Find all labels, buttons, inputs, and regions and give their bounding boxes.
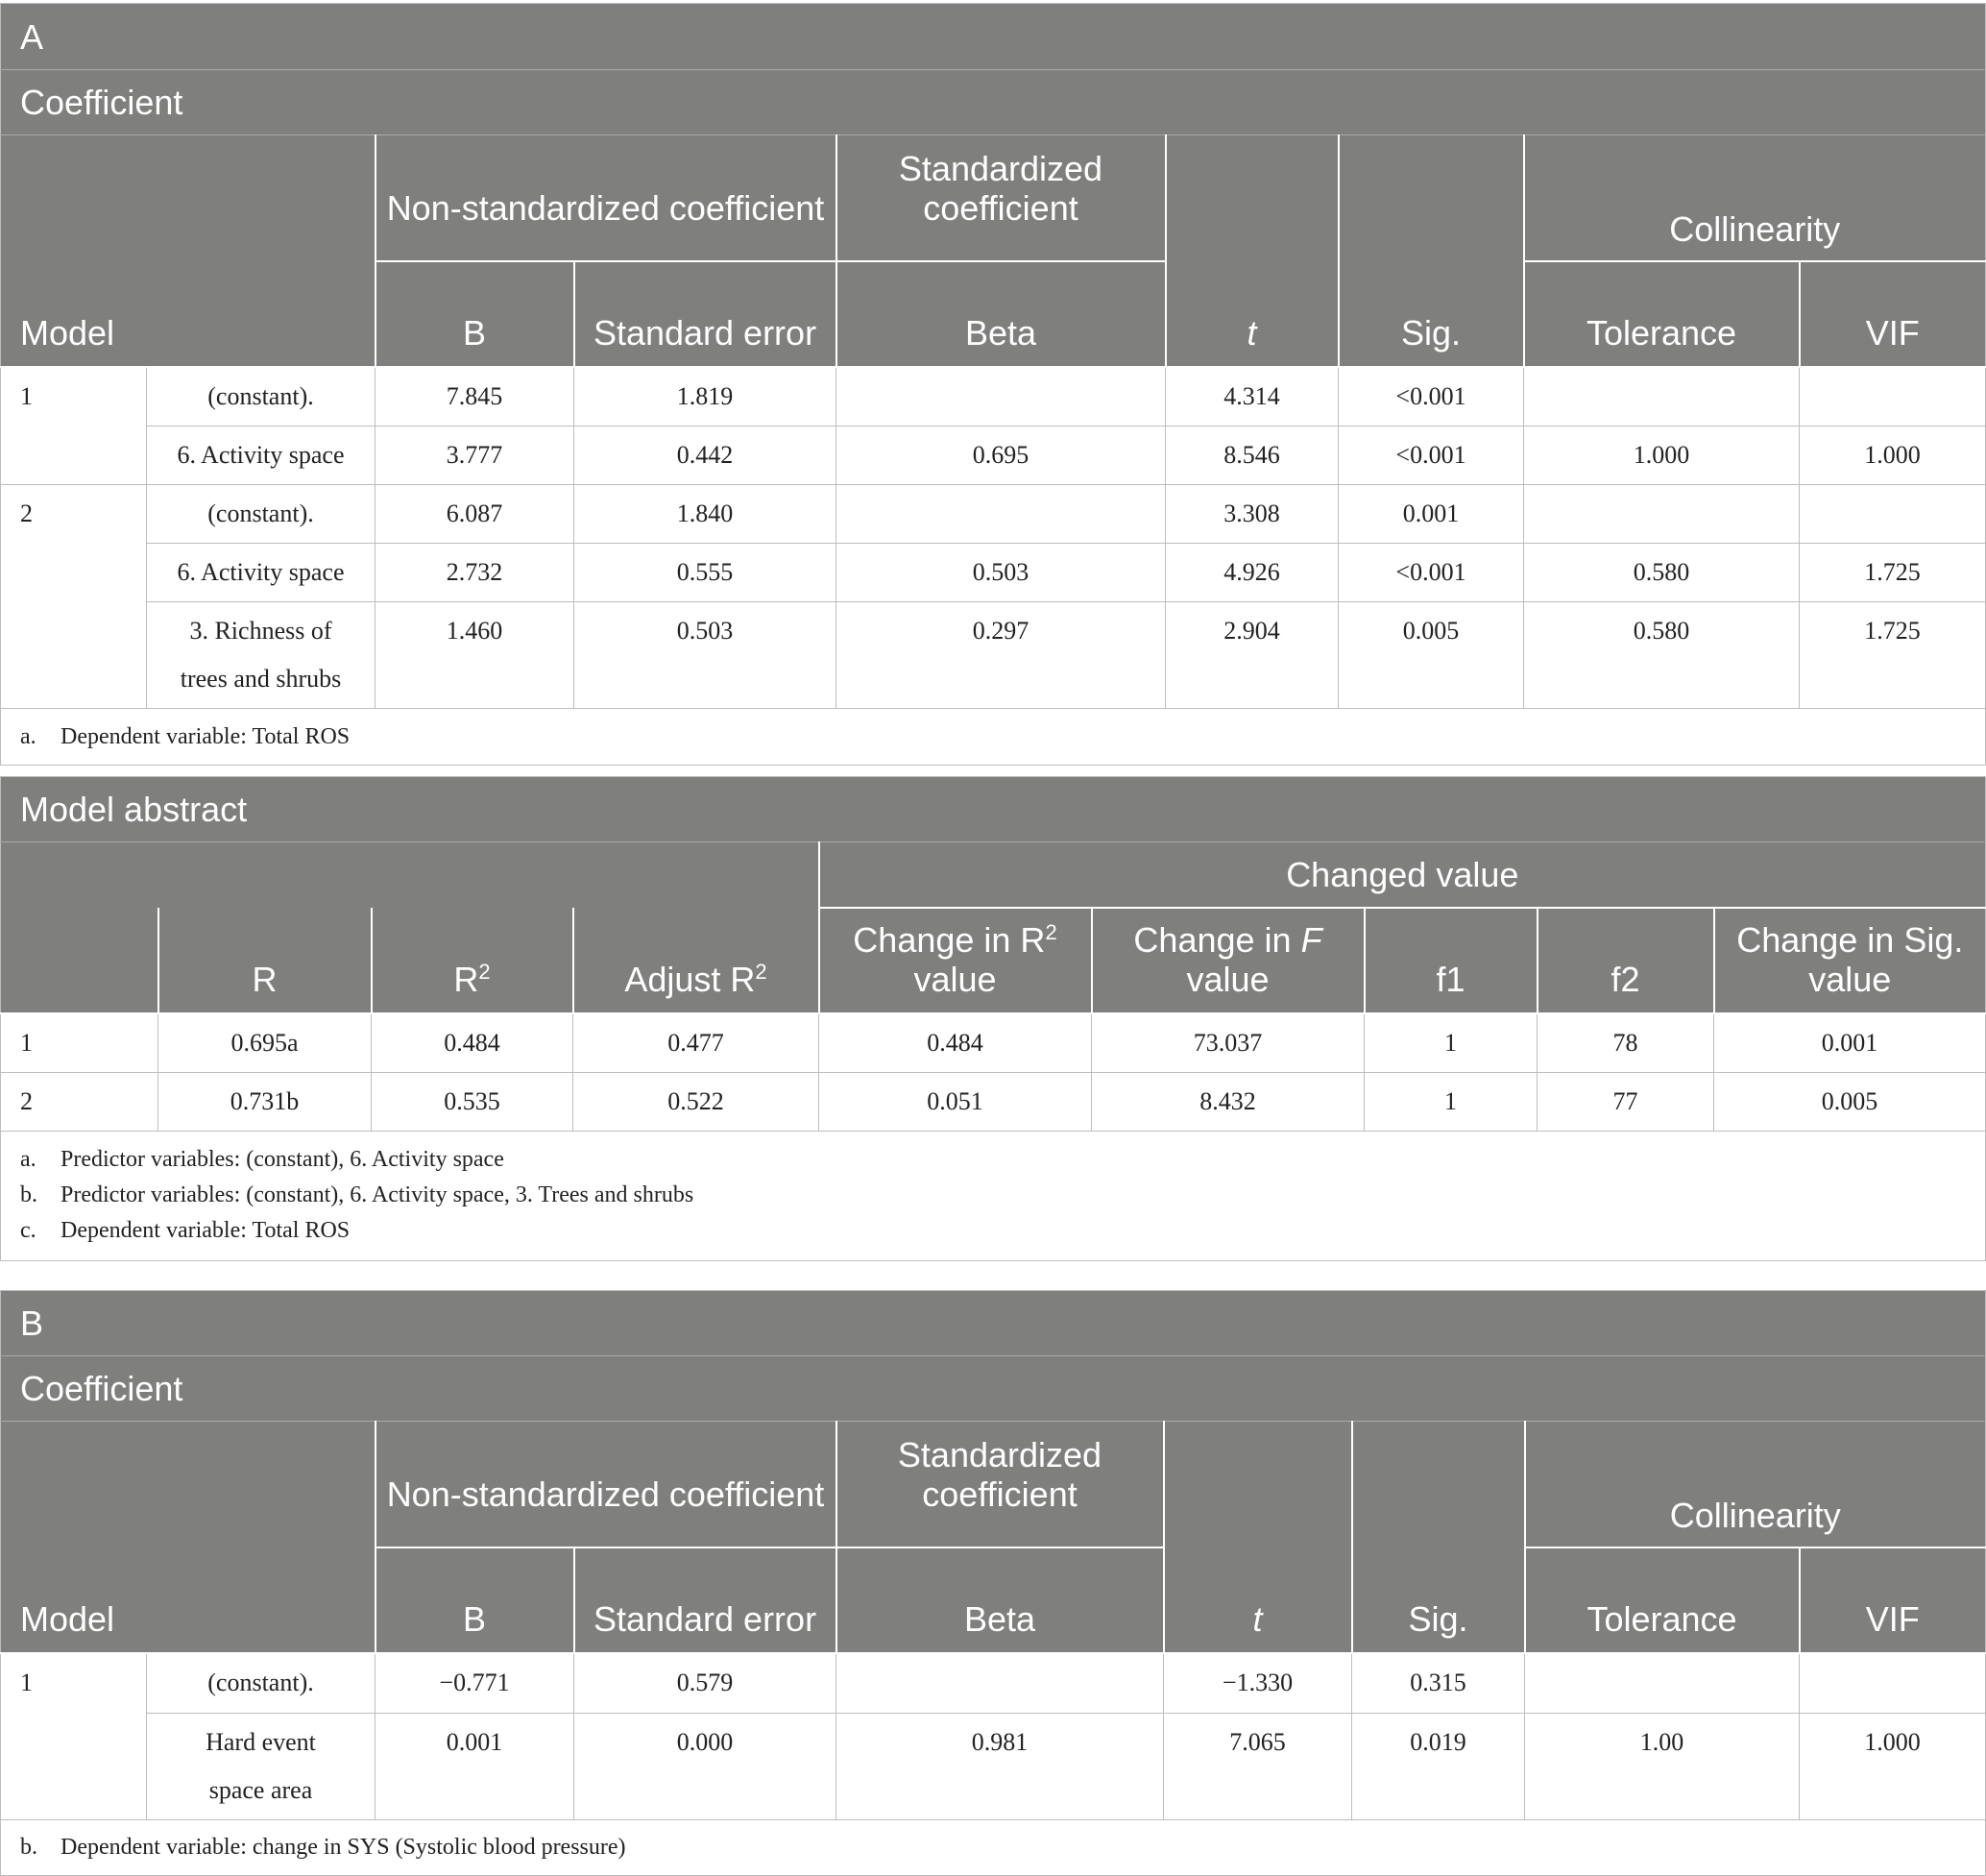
panel-b-coefficient-table: [0, 1290, 1986, 1876]
std-error-header: Standard error: [574, 261, 836, 367]
beta-header: Beta: [836, 261, 1166, 367]
table-row: Hard event space area 0.001 0.000 0.981 7.065 0.019 1.00 1.000: [1, 1713, 1986, 1819]
panel-a-coefficient-table: [0, 3, 1986, 766]
collinearity-header: Collinearity: [1524, 135, 1986, 262]
change-sig-header: Change in Sig. value: [1714, 908, 1986, 1013]
vif-header: VIF: [1800, 261, 1986, 367]
table-row: 1 0.695a 0.484 0.477 0.484 73.037 1 78 0.001: [1, 1013, 1986, 1073]
std-error-header: Standard error: [574, 1547, 836, 1653]
b-header: B: [375, 1547, 574, 1653]
standardized-header: Standardized coefficient: [836, 1422, 1164, 1548]
table-row: 2 (constant). 6.087 1.840 3.308 0.001: [1, 485, 1986, 544]
change-f-header: Change in F value: [1092, 908, 1365, 1013]
vif-header: VIF: [1800, 1547, 1986, 1653]
table-row: 1 (constant). 7.845 1.819 4.314 <0.001: [1, 367, 1986, 426]
table-row: 3. Richness of trees and shrubs 1.460 0.503 0.297 2.904 0.005 0.580 1.725: [1, 602, 1986, 709]
table-row: 2 0.731b 0.535 0.522 0.051 8.432 1 77 0.005: [1, 1072, 1986, 1131]
model-header: Model: [1, 135, 375, 368]
model-abstract-table: [0, 776, 1986, 1261]
table-row: 1 (constant). −0.771 0.579 −1.330 0.315: [1, 1653, 1986, 1713]
f1-header: f1: [1365, 908, 1538, 1013]
collinearity-header: Collinearity: [1525, 1422, 1986, 1548]
footnote: a. Predictor variables: (constant), 6. Activity space b. Predictor variables: (constant), 6. Activity space, 3. Trees and shrubs c. Dependent variable: Total ROS: [1, 1131, 1986, 1260]
coefficient-title: Coefficient: [1, 1356, 1986, 1422]
panel-b-label: B: [1, 1291, 1986, 1356]
f2-header: f2: [1538, 908, 1714, 1013]
non-standardized-header: Non-standardized coefficient: [375, 135, 836, 262]
adjust-r2-header: Adjust $R^2$: [573, 908, 819, 1013]
r2-header: $R^2$: [372, 908, 573, 1013]
changed-value-header: Changed value: [819, 842, 1986, 908]
coefficient-title: Coefficient: [1, 70, 1986, 135]
sig-header: Sig.: [1352, 1422, 1525, 1654]
model-header: Model: [1, 1422, 375, 1654]
standardized-header: Standardized coefficient: [836, 135, 1166, 262]
model-abstract-title: Model abstract: [1, 777, 1986, 842]
table-row: 6. Activity space 3.777 0.442 0.695 8.546 <0.001 1.000 1.000: [1, 426, 1986, 485]
r-header: R: [158, 908, 372, 1013]
sig-header: Sig.: [1339, 135, 1524, 368]
tolerance-header: Tolerance: [1524, 261, 1800, 367]
b-header: B: [375, 261, 574, 367]
non-standardized-header: Non-standardized coefficient: [375, 1422, 836, 1548]
table-row: 6. Activity space 2.732 0.555 0.503 4.926 <0.001 0.580 1.725: [1, 544, 1986, 602]
change-r2-header: Change in $R^2$ value: [819, 908, 1092, 1013]
panel-a-label: A: [1, 4, 1986, 70]
footnote: b. Dependent variable: change in SYS (Systolic blood pressure): [1, 1819, 1986, 1875]
t-header: t: [1164, 1422, 1352, 1654]
t-header: t: [1166, 135, 1339, 368]
tolerance-header: Tolerance: [1525, 1547, 1800, 1653]
footnote: a. Dependent variable: Total ROS: [1, 709, 1986, 766]
beta-header: Beta: [836, 1547, 1164, 1653]
